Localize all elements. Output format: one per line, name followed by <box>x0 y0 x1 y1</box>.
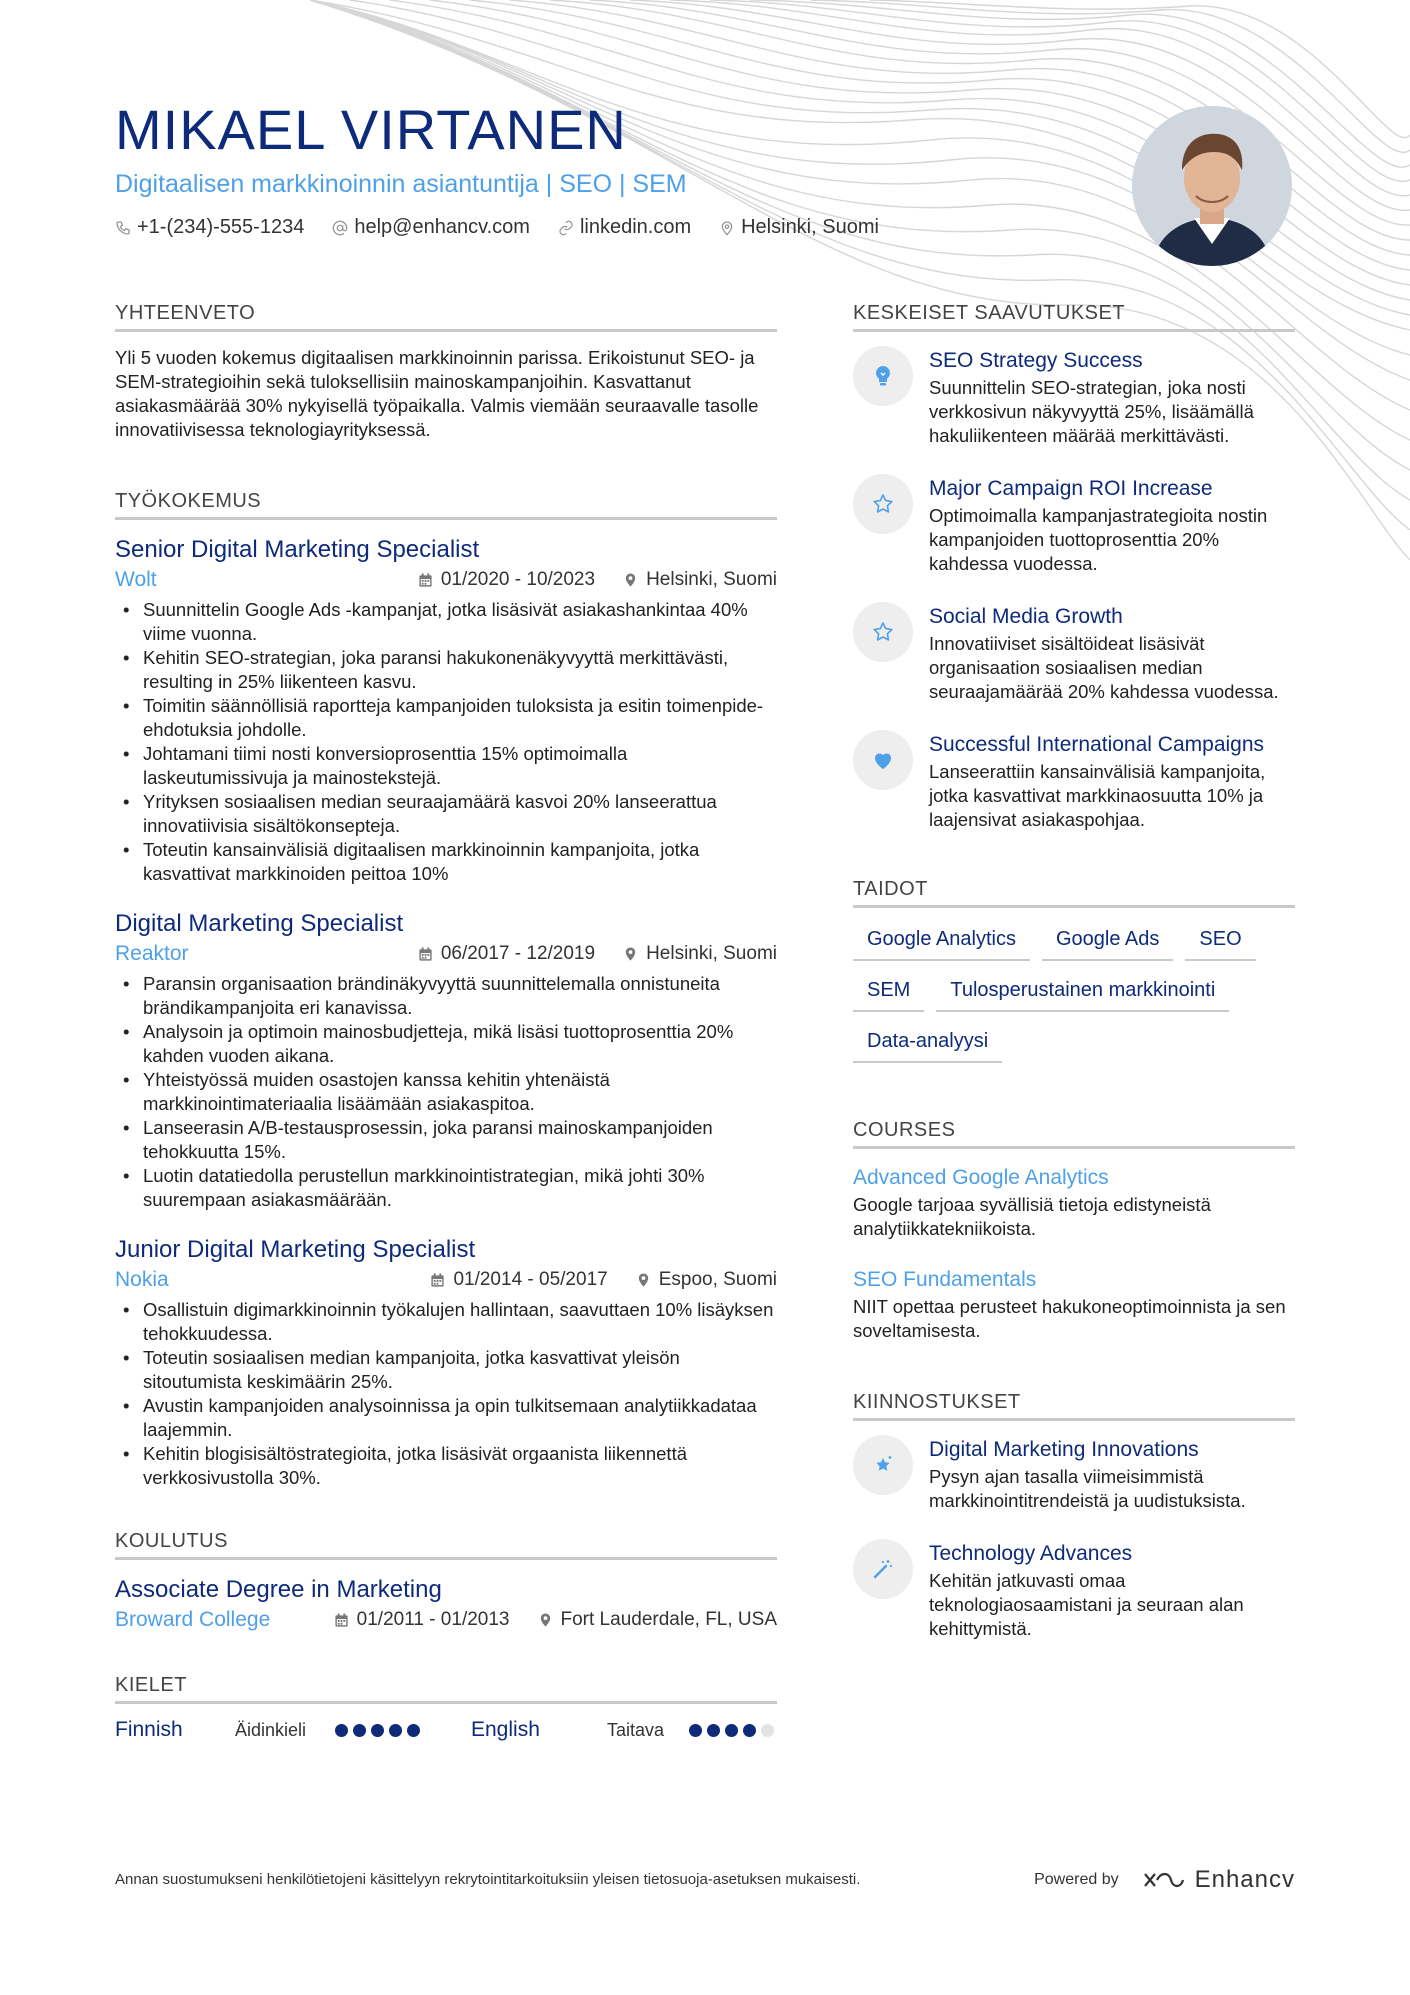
job-bullet: • Johtamani tiimi nosti konversioprosenttia 15% optimoimalla laskeutumissivuja ja mainostekstejä. <box>115 742 777 790</box>
job-location <box>623 569 777 591</box>
course-description: NIIT opettaa perusteet hakukoneoptimoinnista ja sen soveltamisesta. <box>853 1296 1286 1341</box>
education-location-text: Fort Lauderdale, FL, USA <box>560 1609 777 1630</box>
job-entry <box>115 908 777 1212</box>
job-dates-text: 06/2017 - 12/2019 <box>440 943 596 964</box>
at-sign-icon <box>332 220 348 236</box>
location-pin-icon <box>623 572 638 588</box>
interests-heading: KIINNOSTUKSET <box>853 1391 1295 1421</box>
achievement-description: Suunnittelin SEO-strategian, joka nosti verkkosivun näkyvyyttä 25%, lisäämällä hakuliikenteen määrää merkittävästi. <box>929 377 1254 446</box>
job-location-text: Espoo, Suomi <box>658 1269 777 1290</box>
left-column <box>115 302 777 1742</box>
achievement-title: SEO Strategy Success <box>929 349 1143 372</box>
link-icon <box>558 220 574 236</box>
enhancv-brand-name: Enhancv <box>1194 1866 1295 1893</box>
job-bullets <box>115 598 777 886</box>
location-pin-icon <box>636 1272 651 1288</box>
courses-heading: COURSES <box>853 1119 1295 1149</box>
contact-email[interactable] <box>332 216 530 239</box>
language-name: Finnish <box>115 1718 183 1741</box>
experience-heading: TYÖKOKEMUS <box>115 490 777 520</box>
gdpr-consent-text: Annan suostumukseni henkilötietojeni käsittelyyn rekrytointitarkoituksiin yleisen tietosuoja-asetuksen mukaisesti. <box>115 1871 861 1888</box>
job-bullet: • Lanseerasin A/B-testausprosessin, joka paransi mainoskampanjoiden tehokkuutta 15%. <box>115 1116 777 1164</box>
summary-text: Yli 5 vuoden kokemus digitaalisen markkinoinnin parissa. Erikoistunut SEO- ja SEM-strategioihin sekä tuloksellisiin mainoskampanjoihin. Kasvattanut asiakasmäärää 30% nykyisellä työpaikalla. Valmis viemään seuraavalle tasolle innovatiivisessa teknologiayrityksessä. <box>115 347 759 440</box>
job-meta <box>115 942 777 966</box>
star-outline-icon <box>853 602 913 662</box>
email-text: help@enhancv.com <box>354 216 530 238</box>
resume-header <box>115 98 1105 239</box>
job-dates <box>430 1269 607 1291</box>
proficiency-dot <box>371 1724 384 1737</box>
job-meta <box>115 568 777 592</box>
star-sparkle-icon <box>853 1435 913 1495</box>
achievement-item <box>853 730 1295 832</box>
profile-photo <box>1132 106 1292 266</box>
location-pin-icon <box>623 946 638 962</box>
proficiency-dot <box>335 1724 348 1737</box>
company-name: Nokia <box>115 1268 169 1291</box>
skill-tag: SEO <box>1185 922 1255 961</box>
job-meta <box>115 1268 777 1292</box>
contact-location <box>719 216 879 239</box>
powered-by-label: Powered by <box>1034 1871 1119 1888</box>
proficiency-dot <box>353 1724 366 1737</box>
language-level: Äidinkieli <box>235 1719 307 1740</box>
proficiency-dot <box>743 1724 756 1737</box>
job-entry <box>115 534 777 886</box>
phone-text: +1-(234)-555-1234 <box>137 216 305 238</box>
job-bullets <box>115 1298 777 1490</box>
achievement-item <box>853 602 1295 704</box>
language-name: English <box>471 1718 540 1741</box>
education-dates <box>334 1609 510 1631</box>
linkedin-text: linkedin.com <box>579 216 692 238</box>
calendar-icon <box>418 946 433 962</box>
phone-icon <box>115 220 131 236</box>
location-pin-icon <box>719 220 735 236</box>
achievement-title: Major Campaign ROI Increase <box>929 477 1213 500</box>
course-title: Advanced Google Analytics <box>853 1166 1109 1189</box>
achievement-description: Optimoimalla kampanjastrategioita nostin kampanjoiden tuottoprosenttia 20% kahdessa vuodessa. <box>929 505 1268 574</box>
skill-tag: Tulosperustainen markkinointi <box>936 973 1229 1012</box>
job-bullet: • Toteutin kansainvälisiä digitaalisen markkinoinnin kampanjoita, jotka kasvattivat markkinoiden peittoa 10% <box>115 838 777 886</box>
languages-heading: KIELET <box>115 1674 777 1704</box>
education-heading: KOULUTUS <box>115 1530 777 1560</box>
candidate-name: MIKAEL VIRTANEN <box>115 98 627 161</box>
proficiency-dot <box>707 1724 720 1737</box>
achievement-description: Innovatiiviset sisältöideat lisäsivät organisaation sosiaalisen median seuraajamäärää 20% kahdessa vuodessa. <box>929 633 1279 702</box>
interest-item <box>853 1435 1295 1513</box>
education-location <box>538 1609 778 1631</box>
achievements-heading: KESKEISET SAAVUTUKSET <box>853 302 1295 332</box>
interest-title: Digital Marketing Innovations <box>929 1438 1199 1461</box>
job-title: Junior Digital Marketing Specialist <box>115 1236 476 1263</box>
course-description: Google tarjoaa syvällisiä tietoja edistyneistä analytiikkatekniikoista. <box>853 1194 1211 1239</box>
contact-row <box>115 216 1105 239</box>
calendar-icon <box>334 1612 349 1628</box>
proficiency-dot <box>407 1724 420 1737</box>
language-level: Taitava <box>607 1719 665 1740</box>
contact-phone[interactable] <box>115 216 304 239</box>
job-location-text: Helsinki, Suomi <box>646 569 777 590</box>
avatar-portrait <box>1132 106 1292 266</box>
job-location <box>623 943 777 965</box>
skills-heading: TAIDOT <box>853 878 1295 908</box>
job-bullets <box>115 972 777 1212</box>
powered-by[interactable] <box>1034 1866 1295 1894</box>
job-entry <box>115 1234 777 1490</box>
job-bullet: • Paransin organisaation brändinäkyvyyttä suunnittelemalla onnistuneita brändikampanjoita eri kanavissa. <box>115 972 777 1020</box>
skill-tag: Google Ads <box>1042 922 1173 961</box>
skill-tag: Data-analyysi <box>853 1024 1002 1063</box>
interest-description: Pysyn ajan tasalla viimeisimmistä markkinointitrendeistä ja uudistuksista. <box>929 1466 1246 1511</box>
contact-linkedin[interactable] <box>558 216 691 239</box>
magic-wand-icon <box>853 1539 913 1599</box>
job-title: Digital Marketing Specialist <box>115 910 404 937</box>
job-dates <box>418 569 595 591</box>
proficiency-dot <box>761 1724 774 1737</box>
job-bullet: • Osallistuin digimarkkinoinnin työkalujen hallintaan, saavuttaen 10% lisäyksen tehokkuudessa. <box>115 1298 777 1346</box>
achievement-description: Lanseerattiin kansainvälisiä kampanjoita, jotka kasvattivat markkinaosuutta 10% ja laajensivat asiakaspohjaa. <box>929 761 1266 830</box>
candidate-headline: Digitaalisen markkinoinnin asiantuntija | SEO | SEM <box>115 170 687 198</box>
job-bullet: • Avustin kampanjoiden analysoinnissa ja opin tulkitsemaan analytiikkadataa laajemmin. <box>115 1394 777 1442</box>
interest-title: Technology Advances <box>929 1542 1133 1565</box>
enhancv-logo-mark-icon <box>1141 1868 1187 1892</box>
languages-row <box>115 1718 777 1742</box>
job-bullet: • Luotin datatiedolla perustellun markkinointistrategian, mikä johti 30% suurempaan asiakasmäärään. <box>115 1164 777 1212</box>
education-meta <box>115 1608 777 1632</box>
job-dates <box>418 943 595 965</box>
degree-title: Associate Degree in Marketing <box>115 1576 442 1603</box>
calendar-icon <box>418 572 433 588</box>
proficiency-dot <box>389 1724 402 1737</box>
achievement-title: Successful International Campaigns <box>929 733 1265 756</box>
job-bullet: • Yrityksen sosiaalisen median seuraajamäärä kasvoi 20% lanseerattua innovatiivisia sisältökonsepteja. <box>115 790 777 838</box>
interest-description: Kehitän jatkuvasti omaa teknologiaosaamistani ja seuraan alan kehittymistä. <box>929 1570 1244 1639</box>
skill-tag: Google Analytics <box>853 922 1030 961</box>
skill-tag: SEM <box>853 973 924 1012</box>
achievement-item <box>853 474 1295 576</box>
language-proficiency-dots <box>335 1724 420 1737</box>
job-dates-text: 01/2014 - 05/2017 <box>453 1269 608 1290</box>
location-pin-icon <box>538 1612 553 1628</box>
job-bullet: • Toteutin sosiaalisen median kampanjoita, jotka kasvattivat yleisön sitoutumista keskimäärin 25%. <box>115 1346 777 1394</box>
education-dates-text: 01/2011 - 01/2013 <box>356 1609 510 1630</box>
heart-icon <box>853 730 913 790</box>
proficiency-dot <box>725 1724 738 1737</box>
enhancv-logo <box>1141 1866 1295 1894</box>
skills-list <box>853 922 1295 1063</box>
company-name: Reaktor <box>115 942 189 965</box>
job-location <box>636 1269 777 1291</box>
page-footer <box>115 1866 1295 1894</box>
course-item <box>853 1265 1295 1343</box>
calendar-icon <box>430 1272 445 1288</box>
language-proficiency-dots <box>689 1724 774 1737</box>
right-column <box>853 302 1295 1667</box>
interest-item <box>853 1539 1295 1641</box>
proficiency-dot <box>689 1724 702 1737</box>
star-outline-icon <box>853 474 913 534</box>
job-title: Senior Digital Marketing Specialist <box>115 536 480 563</box>
job-bullet: • Analysoin ja optimoin mainosbudjetteja, mikä lisäsi tuottoprosenttia 20% kahden vuoden aikana. <box>115 1020 777 1068</box>
job-bullet: • Kehitin blogisisältöstrategioita, jotka lisäsivät orgaanista liikennettä verkkosivustolla 30%. <box>115 1442 777 1490</box>
education-entry <box>115 1574 777 1632</box>
job-bullet: • Yhteistyössä muiden osastojen kanssa kehitin yhtenäistä markkinointimateriaalia lisäämään asiakaspitoa. <box>115 1068 777 1116</box>
achievement-item <box>853 346 1295 448</box>
summary-heading: YHTEENVETO <box>115 302 777 332</box>
job-bullet: • Kehitin SEO-strategian, joka paransi hakukonenäkyvyyttä merkittävästi, resulting in 25% liikenteen kasvu. <box>115 646 777 694</box>
job-bullet: • Toimitin säännöllisiä raportteja kampanjoiden tuloksista ja esitin toimenpide-ehdotuksia johdolle. <box>115 694 777 742</box>
lightbulb-icon <box>853 346 913 406</box>
language-item <box>115 1718 471 1742</box>
school-name: Broward College <box>115 1608 271 1631</box>
course-title: SEO Fundamentals <box>853 1268 1037 1291</box>
job-bullet: • Suunnittelin Google Ads -kampanjat, jotka lisäsivät asiakashankintaa 40% viime vuonna. <box>115 598 777 646</box>
language-item <box>471 1718 777 1742</box>
achievement-title: Social Media Growth <box>929 605 1123 628</box>
job-dates-text: 01/2020 - 10/2023 <box>440 569 596 590</box>
company-name: Wolt <box>115 568 157 591</box>
job-location-text: Helsinki, Suomi <box>646 943 777 964</box>
course-item <box>853 1163 1295 1241</box>
location-text: Helsinki, Suomi <box>741 216 879 238</box>
